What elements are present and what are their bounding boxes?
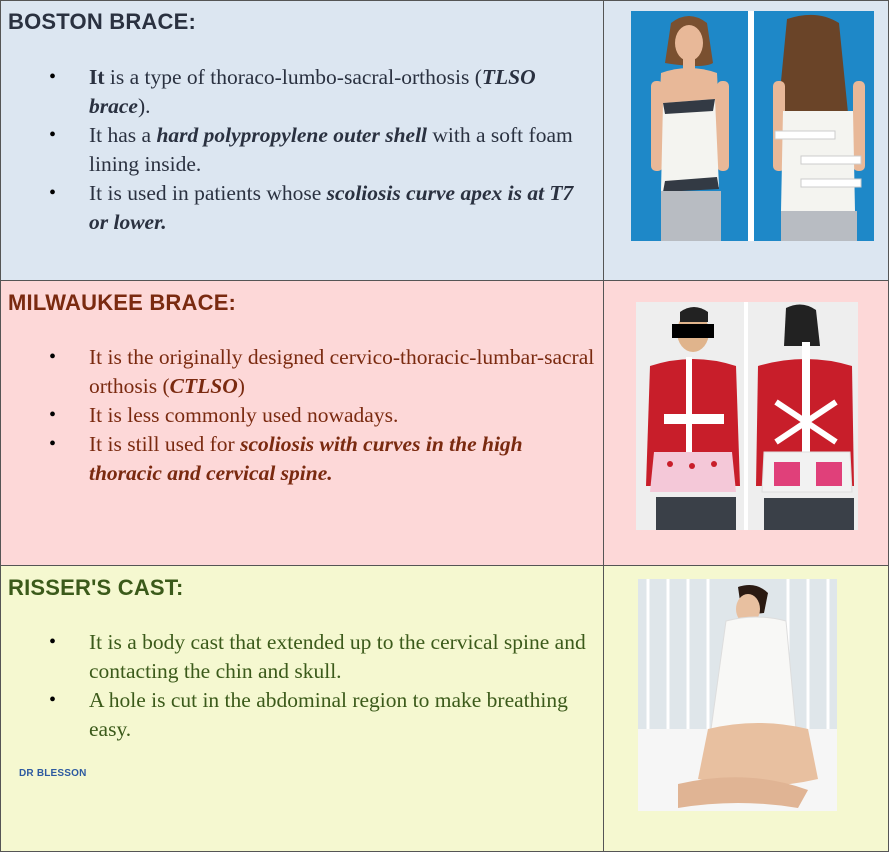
row-boston-brace: [1, 1, 888, 281]
risser-bullets: [41, 628, 596, 744]
milwaukee-text-cell: [1, 281, 604, 565]
row-milwaukee-brace: [1, 281, 888, 566]
author-credit: DR BLESSON: [19, 768, 87, 779]
list-item: • It is a body cast that extended up to the cervical spine and contacting the chin and skull.: [41, 628, 596, 686]
row-rissers-cast: [1, 566, 888, 851]
boston-image-cell: [605, 1, 888, 280]
risser-image-cell: [605, 566, 888, 851]
list-item: • It is used in patients whose scoliosis curve apex is at T7 or lower.: [41, 179, 596, 237]
boston-brace-photo: [631, 11, 874, 241]
milwaukee-bullets: [41, 343, 596, 488]
boston-text-cell: [1, 1, 604, 280]
list-item: • It is less commonly used nowadays.: [41, 401, 596, 430]
boston-title: BOSTON BRACE:: [8, 9, 196, 34]
milwaukee-title: MILWAUKEE BRACE:: [8, 290, 237, 315]
risser-title: RISSER'S CAST:: [8, 575, 184, 600]
list-item: • It is still used for scoliosis with curves in the high thoracic and cervical spine.: [41, 430, 596, 488]
risser-text-cell: [1, 566, 604, 851]
list-item: • A hole is cut in the abdominal region to make breathing easy.: [41, 686, 596, 744]
milwaukee-image-cell: [605, 281, 888, 565]
boston-bullets: [41, 63, 596, 237]
risser-cast-photo: [638, 579, 837, 811]
milwaukee-brace-photo: [636, 302, 858, 530]
list-item: • It has a hard polypropylene outer shell with a soft foam lining inside.: [41, 121, 596, 179]
list-item: • It is the originally designed cervico-thoracic-lumbar-sacral orthosis (CTLSO): [41, 343, 596, 401]
list-item: • It is a type of thoraco-lumbo-sacral-orthosis (TLSO brace).: [41, 63, 596, 121]
